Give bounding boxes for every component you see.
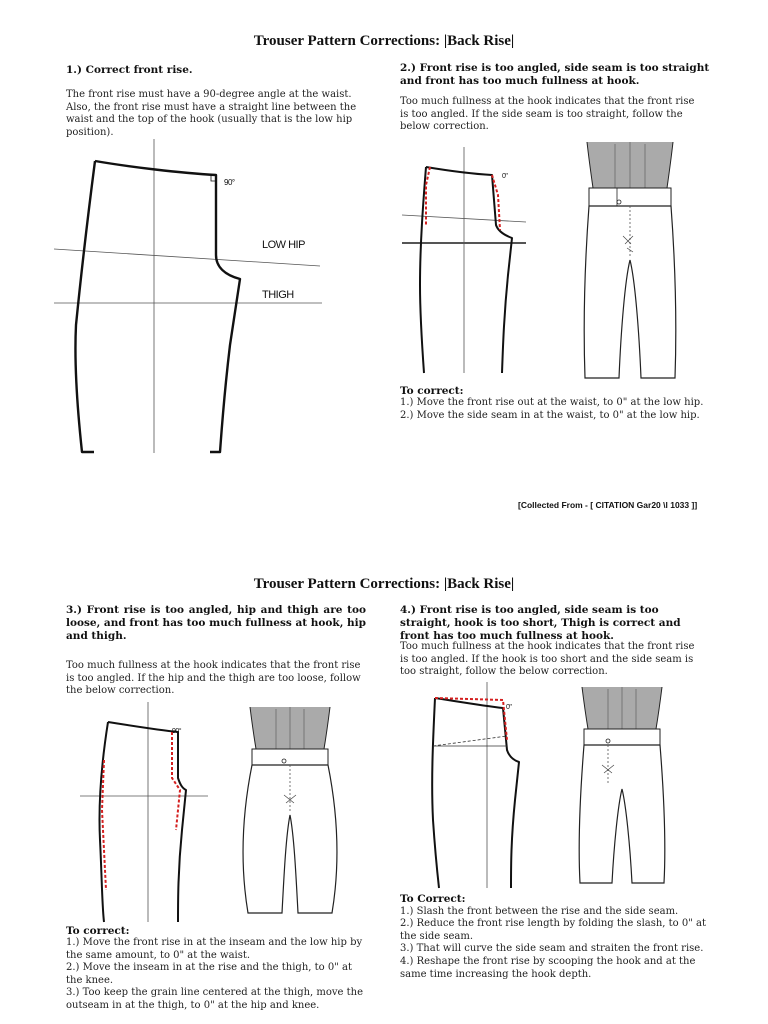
sec4-correct-heading: To Correct: (400, 893, 466, 905)
sec2-correct-heading: To correct: (400, 385, 464, 397)
sec3-angle-label: 90° (172, 728, 182, 735)
sec1-angle-label: 90° (224, 178, 235, 187)
sec2-angle-label: 0" (502, 173, 508, 180)
figure-2-trouser-form (575, 140, 685, 380)
sec3-correct-heading: To correct: (66, 925, 130, 937)
sec1-lowhip-label: LOW HIP (262, 239, 305, 251)
figure-4-pattern-correction (415, 680, 545, 890)
sec4-step-3: 3.) That will curve the side seam and straiten the front rise. (400, 943, 704, 954)
sec4-angle-label: 0" (506, 704, 512, 711)
sec3-body: Too much fullness at the hook indicates that the front rise is too angled. If the hip and the thigh are too loose, follow the below correction. (66, 660, 361, 696)
page1-title: Trouser Pattern Corrections: |Back Rise| (253, 33, 515, 49)
figure-3-trouser-form (240, 705, 340, 915)
sec2-body: Too much fullness at the hook indicates that the front rise is too angled. If the side seam is too straight, follow the below correction. (400, 96, 695, 132)
figure-2-pattern-correction (400, 145, 530, 375)
sec1-body: The front rise must have a 90-degree angle at the waist. Also, the front rise must have a straight line between the waist and the top of the hook (usually that is the low hip position). (66, 89, 357, 138)
sec3-step-2: 2.) Move the inseam in at the rise and the thigh, to 0" at the knee. (66, 962, 352, 986)
sec1-thigh-label: THIGH (262, 289, 294, 301)
sec4-body: Too much fullness at the hook indicates that the front rise is too angled. If the hook is too short and the side seam is too straight, follow the below correction. (400, 641, 695, 677)
figure-3-pattern-correction (78, 700, 213, 925)
sec4-step-4: 4.) Reshape the front rise by scooping the hook and at the same time increasing the hook depth. (400, 956, 696, 980)
sec2-heading: 2.) Front rise is too angled, side seam is too straight and front has too much fullness at hook. (400, 62, 710, 87)
sec3-step-1: 1.) Move the front rise in at the inseam and the low hip by the same amount, to 0" at the waist. (66, 937, 363, 961)
sec4-step-1: 1.) Slash the front between the rise and the side seam. (400, 906, 679, 917)
sec3-heading: 3.) Front rise is too angled, hip and thigh are too loose, and front has too much fullness at hook, hip and thigh. (66, 604, 366, 642)
sec2-step-1: 1.) Move the front rise out at the waist, to 0" at the low hip. (400, 397, 704, 408)
sec1-heading: 1.) Correct front rise. (66, 64, 193, 76)
sec3-step-3: 3.) Too keep the grain line centered at the thigh, move the outseam in at the thigh, to 0" at the hip and knee. (66, 987, 364, 1011)
sec4-heading: 4.) Front rise is too angled, side seam is too straight, hook is too short, Thigh is correct and front has too much fullness at hook. (400, 604, 681, 642)
sec4-step-2: 2.) Reduce the front rise length by folding the slash, to 0" at the side seam. (400, 918, 706, 942)
figure-4-trouser-form (572, 685, 672, 885)
page2-title: Trouser Pattern Corrections: |Back Rise| (253, 576, 515, 592)
citation: [Collected From - [ CITATION Gar20 \l 1033 ]] (518, 500, 698, 510)
sec2-step-2: 2.) Move the side seam in at the waist, to 0" at the low hip. (400, 410, 700, 421)
